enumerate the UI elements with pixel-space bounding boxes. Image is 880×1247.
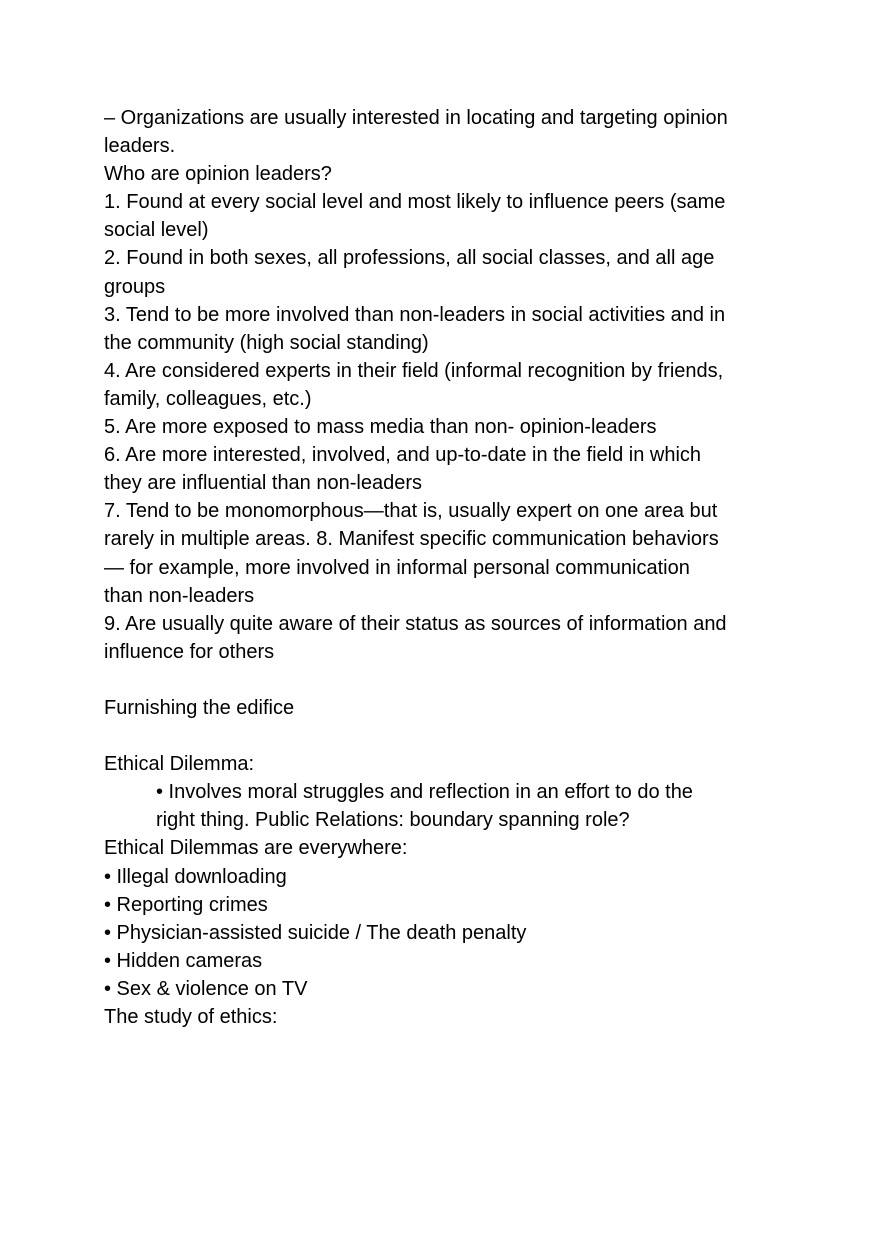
- bullet-item: • Illegal downloading: [104, 865, 287, 888]
- bullet-item: • Hidden cameras: [104, 949, 263, 972]
- list-line: the community (high social standing): [104, 331, 429, 354]
- intro-line: – Organizations are usually interested in locating and targeting opinion: [104, 107, 728, 129]
- list-line: they are influential than non-leaders: [104, 472, 422, 495]
- list-line: influence for others: [104, 640, 275, 663]
- list-line: 1. Found at every social level and most likely to influence peers (same: [104, 191, 726, 214]
- blank-line: [104, 666, 784, 694]
- blank-line: [104, 722, 784, 750]
- list-line: 2. Found in both sexes, all professions, all social classes, and all age: [104, 247, 715, 270]
- section-heading: Furnishing the edifice: [104, 696, 295, 719]
- everywhere-heading: Ethical Dilemmas are everywhere:: [104, 837, 408, 860]
- document-body: [104, 104, 784, 1031]
- list-line: 3. Tend to be more involved than non-leaders in social activities and in: [104, 303, 726, 326]
- list-line: than non-leaders: [104, 584, 255, 607]
- list-line: 9. Are usually quite aware of their status as sources of information and: [104, 612, 727, 635]
- ethical-dilemma-heading: Ethical Dilemma:: [104, 753, 255, 776]
- question-heading: Who are opinion leaders?: [104, 163, 332, 186]
- bullet-item: • Reporting crimes: [104, 893, 268, 916]
- opinion-leaders-list: [104, 188, 784, 666]
- list-line: 4. Are considered experts in their field (informal recognition by friends,: [104, 359, 724, 382]
- list-line: 7. Tend to be monomorphous—that is, usually expert on one area but: [104, 500, 718, 523]
- bullet-item: • Physician-assisted suicide / The death penalty: [104, 921, 527, 944]
- list-line: rarely in multiple areas. 8. Manifest specific communication behaviors: [104, 528, 719, 551]
- closing-line: The study of ethics:: [104, 1006, 278, 1028]
- bullet-item: • Sex & violence on TV: [104, 977, 308, 1000]
- list-line: groups: [104, 275, 166, 298]
- list-line: 5. Are more exposed to mass media than non- opinion-leaders: [104, 416, 657, 439]
- list-line: family, colleagues, etc.): [104, 387, 312, 410]
- indented-bullet-line: • Involves moral struggles and reflection in an effort to do the: [156, 781, 693, 804]
- list-line: social level): [104, 219, 209, 242]
- indented-bullet-line: right thing. Public Relations: boundary spanning role?: [156, 809, 630, 832]
- intro-line: leaders.: [104, 135, 176, 158]
- list-line: 6. Are more interested, involved, and up-to-date in the field in which: [104, 444, 702, 467]
- dilemma-bullet-list: [104, 863, 784, 1003]
- list-line: — for example, more involved in informal personal communication: [104, 556, 690, 579]
